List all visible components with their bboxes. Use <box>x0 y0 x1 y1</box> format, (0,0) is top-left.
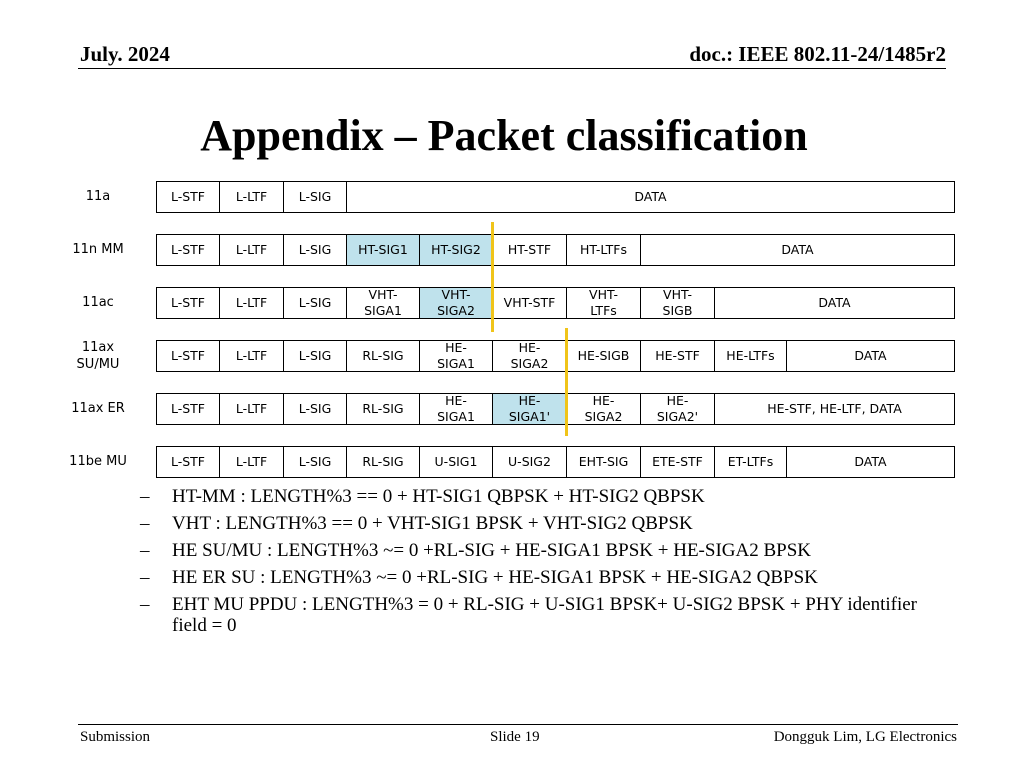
row-label: 11ac <box>82 295 114 310</box>
footer-submission: Submission <box>80 729 151 745</box>
packet-field: HT-SIG1 <box>346 234 420 266</box>
packet-field: ET-LTFs <box>714 446 787 478</box>
packet-field: EHT-SIG <box>566 446 641 478</box>
packet-field: L-SIG <box>283 393 347 425</box>
packet-field: HE-LTFs <box>714 340 787 372</box>
packet-field: VHT- SIGA2 <box>419 287 493 319</box>
packet-field: HE- SIGA2 <box>492 340 567 372</box>
packet-field: L-LTF <box>219 446 284 478</box>
row-label: 11a <box>85 189 111 204</box>
packet-field: L-LTF <box>219 181 284 213</box>
row-label: 11be MU <box>69 454 127 469</box>
rule-text: EHT MU PPDU : LENGTH%3 = 0 + RL-SIG + U-SIG1 BPSK+ U-SIG2 BPSK + PHY identifier field = 0 <box>172 594 917 636</box>
packet-field: L-LTF <box>219 393 284 425</box>
footer-slide-number: Slide 19 <box>490 729 540 745</box>
rule-text: HE ER SU : LENGTH%3 ~= 0 +RL-SIG + HE-SIGA1 BPSK + HE-SIGA2 QBPSK <box>172 567 818 588</box>
rule-item <box>140 513 940 534</box>
packet-field: L-SIG <box>283 340 347 372</box>
rule-item <box>140 567 940 588</box>
rule-item <box>140 594 940 636</box>
packet-field: HE- SIGA2' <box>640 393 715 425</box>
packet-field: L-LTF <box>219 340 284 372</box>
packet-field: ETE-STF <box>640 446 715 478</box>
packet-field: L-STF <box>156 340 220 372</box>
header-date: July. 2024 <box>80 42 170 66</box>
rule-item <box>140 486 940 507</box>
row-label: 11ax SU/MU <box>76 340 120 372</box>
row-label: 11n MM <box>72 242 124 257</box>
packet-field: L-SIG <box>283 446 347 478</box>
rule-item <box>140 540 940 561</box>
header-divider <box>78 68 946 69</box>
rule-text: VHT : LENGTH%3 == 0 + VHT-SIG1 BPSK + VHT-SIG2 QBPSK <box>172 513 693 534</box>
bullet-dash: – <box>140 567 150 588</box>
packet-field: L-STF <box>156 393 220 425</box>
packet-field: HT-SIG2 <box>419 234 493 266</box>
packet-field: L-LTF <box>219 287 284 319</box>
packet-field: DATA <box>786 446 955 478</box>
packet-field: VHT- SIGB <box>640 287 715 319</box>
packet-field: HE- SIGA2 <box>566 393 641 425</box>
packet-field: U-SIG2 <box>492 446 567 478</box>
packet-field: DATA <box>786 340 955 372</box>
classification-boundary-marker <box>565 328 568 436</box>
footer-author: Dongguk Lim, LG Electronics <box>773 729 957 745</box>
packet-field: HE- SIGA1 <box>419 393 493 425</box>
slide-title: Appendix – Packet classification <box>200 111 808 160</box>
bullet-dash: – <box>140 513 150 534</box>
header-doc-id: doc.: IEEE 802.11-24/1485r2 <box>689 42 946 66</box>
packet-field: DATA <box>640 234 955 266</box>
packet-field: L-SIG <box>283 181 347 213</box>
packet-field: RL-SIG <box>346 340 420 372</box>
packet-field: L-STF <box>156 234 220 266</box>
packet-field: HE-SIGB <box>566 340 641 372</box>
packet-field: VHT- LTFs <box>566 287 641 319</box>
packet-field: L-LTF <box>219 234 284 266</box>
packet-field: DATA <box>714 287 955 319</box>
classification-boundary-marker <box>491 222 494 332</box>
row-label: 11ax ER <box>71 401 125 416</box>
footer-divider <box>78 724 958 725</box>
packet-field: VHT- SIGA1 <box>346 287 420 319</box>
packet-field: L-SIG <box>283 287 347 319</box>
packet-field: DATA <box>346 181 955 213</box>
packet-field: RL-SIG <box>346 393 420 425</box>
packet-field: VHT-STF <box>492 287 567 319</box>
packet-field: RL-SIG <box>346 446 420 478</box>
packet-field: L-STF <box>156 287 220 319</box>
packet-field: HT-STF <box>492 234 567 266</box>
packet-field: HE- SIGA1 <box>419 340 493 372</box>
rule-text: HT-MM : LENGTH%3 == 0 + HT-SIG1 QBPSK + HT-SIG2 QBPSK <box>172 486 705 507</box>
packet-field: U-SIG1 <box>419 446 493 478</box>
bullet-dash: – <box>140 594 150 615</box>
packet-field: HT-LTFs <box>566 234 641 266</box>
packet-field: HE- SIGA1' <box>492 393 567 425</box>
packet-field: HE-STF, HE-LTF, DATA <box>714 393 955 425</box>
packet-field: L-SIG <box>283 234 347 266</box>
classification-rules-list <box>140 486 940 642</box>
bullet-dash: – <box>140 540 150 561</box>
packet-field: HE-STF <box>640 340 715 372</box>
bullet-dash: – <box>140 486 150 507</box>
packet-field: L-STF <box>156 181 220 213</box>
rule-text: HE SU/MU : LENGTH%3 ~= 0 +RL-SIG + HE-SIGA1 BPSK + HE-SIGA2 BPSK <box>172 540 811 561</box>
packet-field: L-STF <box>156 446 220 478</box>
